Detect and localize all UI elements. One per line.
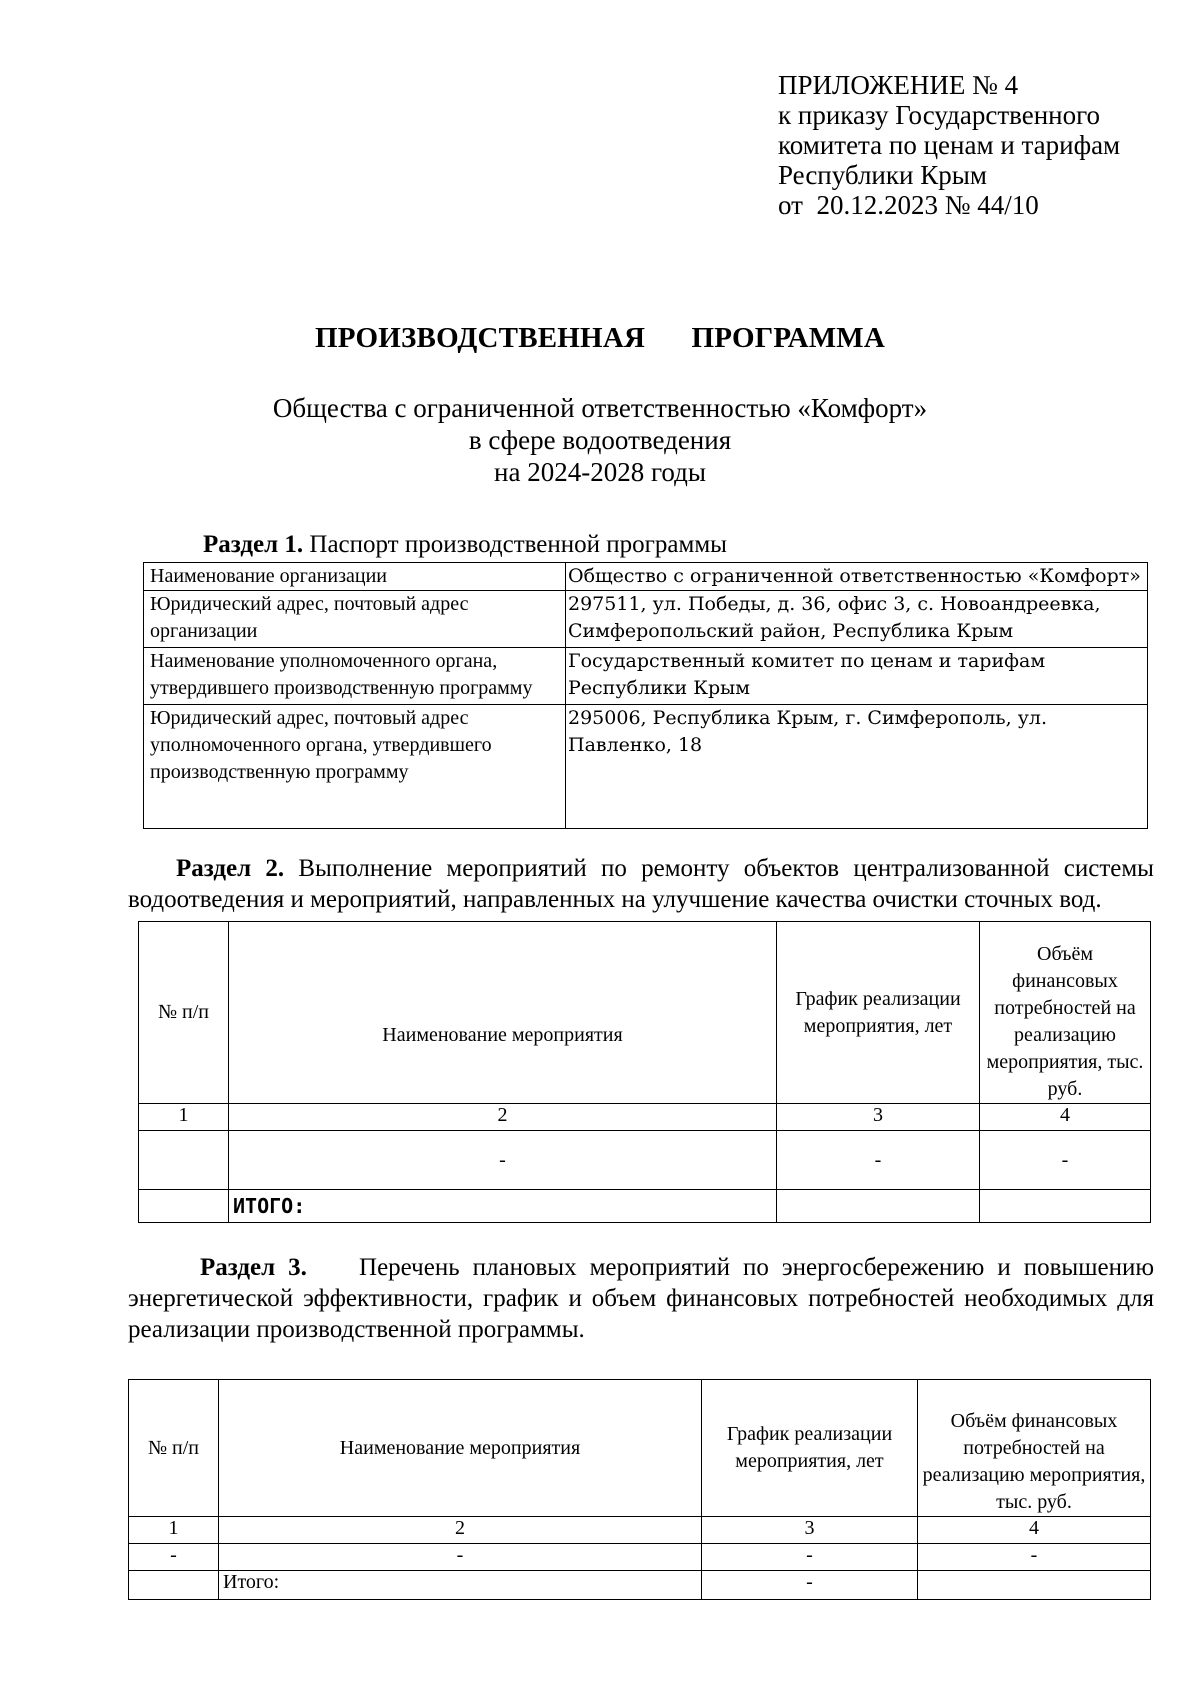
empty-cell [139, 1190, 229, 1223]
passport-field-name: Наименование организации [144, 563, 566, 591]
appendix-line: комитета по ценам и тарифам [778, 130, 1121, 160]
empty-cell [777, 1190, 980, 1223]
header-num: № п/п [129, 1380, 219, 1517]
passport-field-value: Государственный комитет по ценам и тарифам Республики Крым [566, 648, 1148, 705]
empty-cell [980, 1190, 1151, 1223]
document-subtitle [0, 392, 1200, 488]
passport-field-value: 297511, ул. Победы, д. 36, офис 3, с. Новоандреевка, Симферопольский район, Республика Крым [566, 591, 1148, 648]
appendix-line: к приказу Государственного [778, 100, 1101, 130]
header-name: Наименование мероприятия [229, 922, 777, 1104]
index-cell: 1 [129, 1517, 219, 1544]
appendix-block [778, 70, 1178, 220]
section1-text: Паспорт производственной программы [303, 531, 727, 558]
appendix-line: ПРИЛОЖЕНИЕ № 4 [778, 70, 1019, 100]
energy-saving-table [128, 1379, 1151, 1600]
table-index-row [129, 1517, 1151, 1544]
total-label: Итого: [219, 1571, 702, 1600]
passport-field-name: Юридический адрес, почтовый адрес уполномоченного органа, утвердившего производственную программу [144, 705, 566, 829]
passport-table [143, 562, 1148, 829]
table-row [144, 705, 1148, 829]
data-cell: - [980, 1131, 1151, 1190]
table-row [139, 1131, 1151, 1190]
data-cell: - [918, 1544, 1151, 1571]
table-row [129, 1544, 1151, 1571]
section2-label: Раздел 2. [176, 855, 285, 882]
data-cell: - [702, 1544, 918, 1571]
data-cell [139, 1131, 229, 1190]
table-index-row [139, 1104, 1151, 1131]
header-volume: Объём финансовых потребностей на реализацию мероприятия, тыс. руб. [918, 1380, 1151, 1517]
section2-text: Выполнение мероприятий по ремонту объектов централизованной системы водоотведения и мероприятий, направленных на улучшение качества очистки сточных вод. [128, 855, 1154, 913]
index-cell: 1 [139, 1104, 229, 1131]
header-schedule: График реализации мероприятия, лет [702, 1380, 918, 1517]
subtitle-line: Общества с ограниченной ответственностью «Комфорт» [272, 393, 928, 423]
total-schedule: - [702, 1571, 918, 1600]
table-total-row [129, 1571, 1151, 1600]
section3-label: Раздел 3. [200, 1254, 307, 1281]
header-name: Наименование мероприятия [219, 1380, 702, 1517]
table-total-row [139, 1190, 1151, 1223]
section2-heading [128, 853, 1154, 915]
header-num: № п/п [139, 922, 229, 1104]
section1-label: Раздел 1. [203, 531, 304, 558]
index-cell: 2 [219, 1517, 702, 1544]
subtitle-line: на 2024-2028 годы [494, 457, 706, 487]
table-row [144, 648, 1148, 705]
section3-text: Перечень плановых мероприятий по энергосбережению и повышению энергетической эффективности, график и объем финансовых потребностей необходимых для реализации производственной программы. [128, 1254, 1161, 1343]
subtitle-line: в сфере водоотведения [468, 425, 732, 455]
passport-field-value: 295006, Республика Крым, г. Симферополь, ул. Павленко, 18 [566, 705, 1148, 829]
empty-cell [918, 1571, 1151, 1600]
table-row [144, 591, 1148, 648]
table-row [144, 563, 1148, 591]
data-cell: - [777, 1131, 980, 1190]
section1-heading [203, 531, 727, 559]
total-label: ИТОГО: [229, 1190, 777, 1223]
index-cell: 3 [777, 1104, 980, 1131]
data-cell: - [219, 1544, 702, 1571]
index-cell: 4 [918, 1517, 1151, 1544]
repair-measures-table [138, 921, 1151, 1223]
index-cell: 4 [980, 1104, 1151, 1131]
table-header-row [139, 922, 1151, 1104]
empty-cell [129, 1571, 219, 1600]
passport-field-value: Общество с ограниченной ответственностью «Комфорт» [566, 563, 1148, 591]
index-cell: 2 [229, 1104, 777, 1131]
document-title: ПРОИЗВОДСТВЕННАЯ ПРОГРАММА [315, 322, 885, 354]
data-cell: - [129, 1544, 219, 1571]
passport-field-name: Юридический адрес, почтовый адрес организации [144, 591, 566, 648]
header-volume: Объём финансовых потребностей на реализацию мероприятия, тыс. руб. [980, 922, 1151, 1104]
appendix-line: Республики Крым [778, 160, 987, 190]
data-cell: - [229, 1131, 777, 1190]
appendix-date-line: от 20.12.2023 № 44/10 [778, 190, 1039, 220]
header-schedule: График реализации мероприятия, лет [777, 922, 980, 1104]
section3-heading [128, 1252, 1161, 1345]
passport-field-name: Наименование уполномоченного органа, утвердившего производственную программу [144, 648, 566, 705]
table-header-row [129, 1380, 1151, 1517]
index-cell: 3 [702, 1517, 918, 1544]
